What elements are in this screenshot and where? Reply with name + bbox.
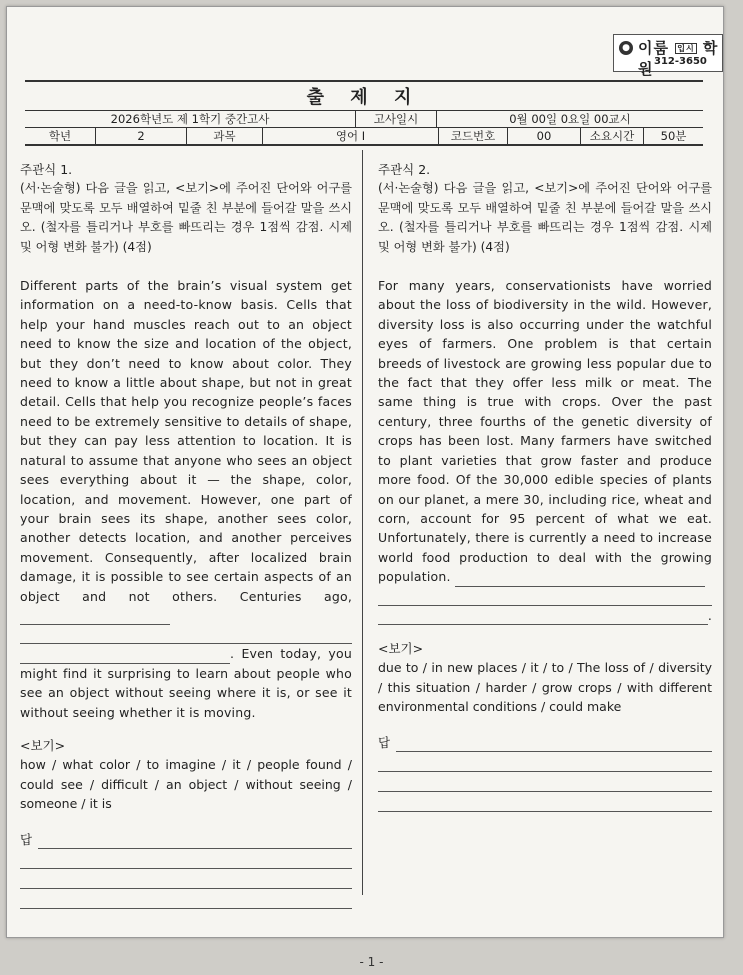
q2-blank-line-2[interactable] [378, 587, 712, 606]
subject-label: 과목 [187, 128, 263, 144]
q1-bogi-label: <보기> [20, 737, 66, 753]
q2-number: 주관식 2. [378, 162, 431, 177]
q1-blank-line-3[interactable] [20, 649, 230, 664]
q2-passage [378, 276, 712, 625]
header-row-2 [25, 128, 703, 146]
q1-blank-line-1[interactable] [20, 610, 170, 625]
q2-passage-text: For many years, conservationists have worried about the loss of biodiversity in the wild. However, diversity loss is also occurring under the watchful eyes of farmers. One problem is that certain breeds of livestock are growing less popular due to the fact that they offer less milk or meat. The same thing is true with crops. Over the past century, three fourths of the genetic diversity of crops has been lost. Many farmers have switched to plant varieties that grow faster and produce more food. Of the 30,000 edible species of plants on our planet, a mere 30, including rice, wheat and corn, account for 95 percent of what we eat. Unfortunately, there is currently a need to increase world food production to deal with the growing population. [378, 278, 712, 585]
q1-answer-line-3[interactable] [20, 870, 352, 889]
q1-answer-label: 답 [20, 831, 33, 847]
q1-instruction: (서·논술형) 다음 글을 읽고, <보기>에 주어진 단어와 어구를 문맥에 맞도록 모두 배열하여 밑줄 친 부분에 들어갈 말을 쓰시오. (철자를 틀리거나 부호를 빠뜨리는 경우 1점씩 감점. 시제 및 어형 변화 불가) (4점) [20, 181, 352, 254]
q1-answer-row [20, 830, 352, 849]
grade-label: 학년 [25, 128, 96, 144]
q1-passage-text-b: . Even today, you might find it surprising to learn about people who see an object without seeing where it is, or see it without seeing whether it is moving. [20, 646, 352, 720]
exam-header [25, 80, 703, 146]
q1-answer-line-1[interactable] [38, 834, 352, 849]
date-label: 고사일시 [356, 111, 437, 127]
q2-bogi-text: due to / in new places / it / to / The loss of / diversity / this situation / harder / grow crops / with different environmental conditions / could make [378, 660, 712, 715]
q2-answer-line-4[interactable] [378, 793, 712, 812]
logo-suffix: 학원 [638, 39, 719, 78]
q2-answer-line-1[interactable] [396, 737, 712, 752]
logo-name: 이룸 [638, 39, 669, 57]
q2-answer-label: 답 [378, 734, 391, 750]
date-value: 0월 00일 0요일 00교시 [509, 112, 631, 126]
logo-emblem-icon: ● [619, 41, 633, 55]
q2-end-mark: . [707, 607, 712, 623]
q1-passage [20, 276, 352, 722]
subject-value: 영어 I [263, 128, 439, 144]
q1-blank-line-2[interactable] [20, 625, 352, 644]
q2-answer-line-3[interactable] [378, 773, 712, 792]
grade-value: 2 [96, 128, 187, 144]
q2-blank-line-1[interactable] [455, 572, 705, 587]
logo-small: 입시 [677, 44, 695, 53]
time-label: 소요시간 [581, 128, 644, 144]
column-divider [362, 150, 363, 895]
header-row-1 [25, 111, 703, 128]
code-label: 코드번호 [439, 128, 508, 144]
q2-bogi-label: <보기> [378, 640, 424, 656]
q2-answer-line-2[interactable] [378, 753, 712, 772]
q1-answer-line-2[interactable] [20, 850, 352, 869]
q1-passage-text-a: Different parts of the brain’s visual system get information on a need-to-know basis. Cells that help your hand muscles reach out to an object need to know the size and location of the object, but they don’t need to know about color. They need to know a little about shape, but not in great detail. Cells that help you recognize people’s faces need to be extremely sensitive to details of shape, but they can pay less attention to location. It is natural to assume that anyone who sees an object sees everything about it — the shape, color, location, and movement. However, one part of your brain sees its shape, another sees color, another detects location, and another perceives movement. Consequently, after localized brain damage, it is possible to see certain aspects of an object and not others. Centuries ago, [20, 278, 352, 604]
question-1 [20, 160, 352, 909]
q1-answer-line-4[interactable] [20, 890, 352, 909]
exam-name: 2026학년도 제 1학기 중간고사 [25, 111, 356, 127]
code-value: 00 [508, 128, 581, 144]
q1-bogi-text: how / what color / to imagine / it / people found / could see / difficult / an object / without seeing / someone / it is [20, 757, 352, 812]
time-value: 50분 [660, 129, 687, 143]
exam-title: 출 제 지 [25, 80, 703, 111]
page-number: - 1 - [359, 955, 384, 969]
q2-blank-line-3[interactable] [378, 606, 708, 625]
q2-instruction: (서·논술형) 다음 글을 읽고, <보기>에 주어진 단어와 어구를 문맥에 맞도록 모두 배열하여 밑줄 친 부분에 들어갈 말을 쓰시오. (철자를 틀리거나 부호를 빠뜨리는 경우 1점씩 감점. 시제 및 어형 변화 불가) (4점) [378, 181, 712, 254]
logo-phone: 312-3650 [654, 56, 707, 67]
academy-logo [613, 34, 723, 78]
question-2 [378, 160, 712, 812]
q2-answer-row [378, 733, 712, 752]
q1-number: 주관식 1. [20, 162, 73, 177]
